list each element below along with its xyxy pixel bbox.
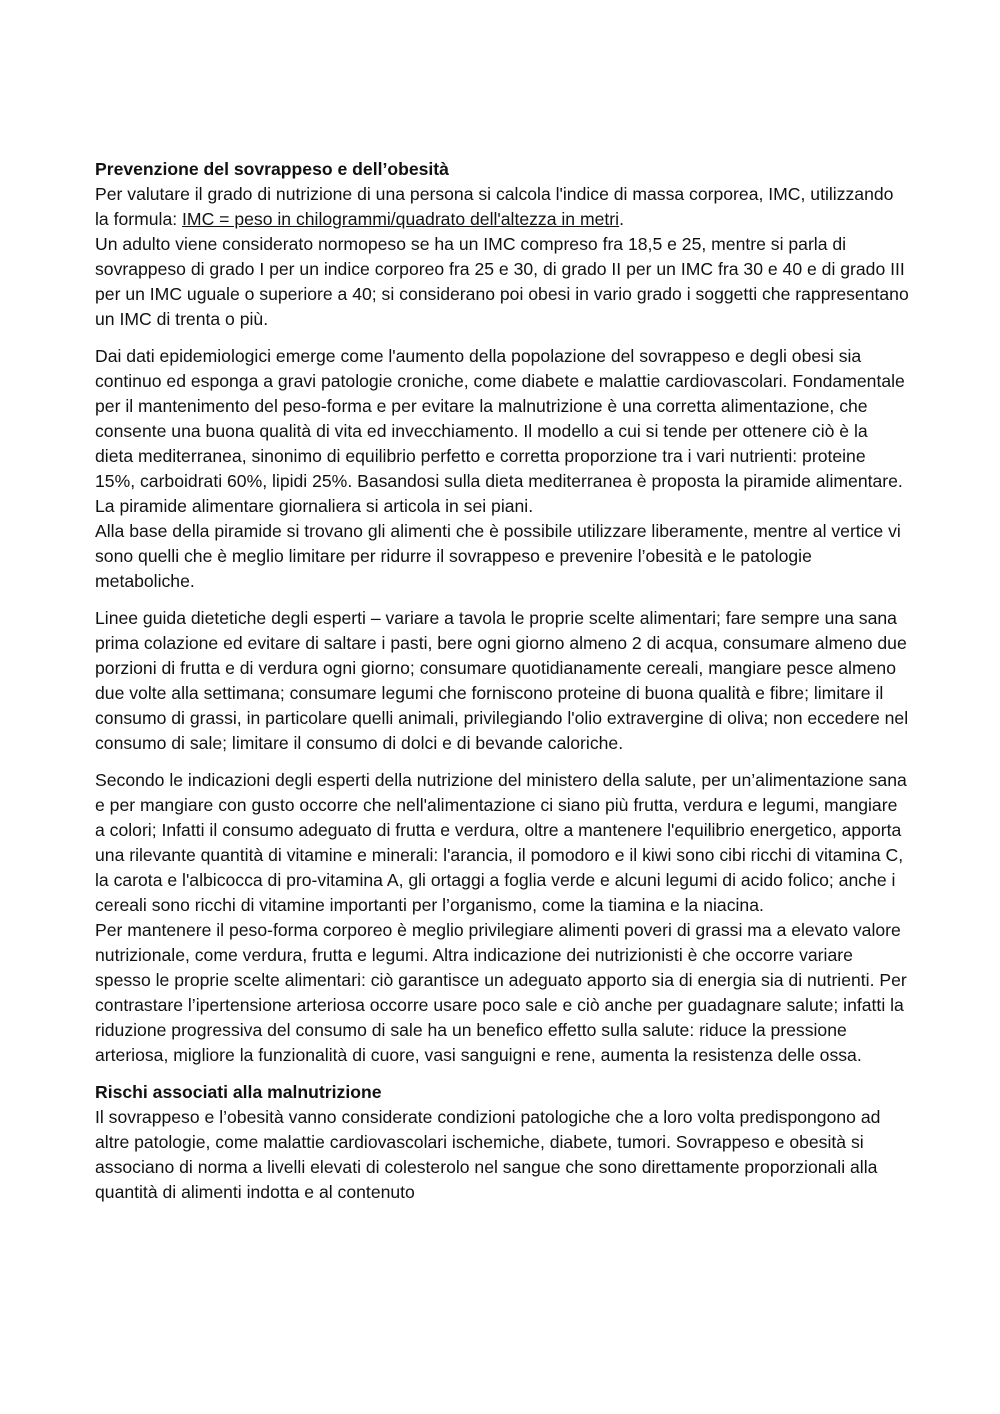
paragraph-risks: Il sovrappeso e l’obesità vanno considerate condizioni patologiche che a loro volta predispongono ad altre patologie, come malattie cardiovascolari ischemiche, diabete, tumori. Sovrappeso e obesità si associano di norma a livelli elevati di colesterolo nel sangue che sono direttamente proporzionali alla quantità di alimenti indotta e al contenuto xyxy=(95,1107,881,1202)
paragraph-epidemiology: Dai dati epidemiologici emerge come l'aumento della popolazione del sovrappeso e degli obesi sia continuo ed esponga a gravi patologie croniche, come diabete e malattie cardiovascolari. Fondamentale per il mantenimento del peso-forma e per evitare la malnutrizione è una corretta alimentazione, che consente una buona qualità di vita ed invecchiamento. Il modello a cui si tende per ottenere ciò è la dieta mediterranea, sinonimo di equilibrio perfetto e corretta proporzione tra i vari nutrienti: proteine 15%, carboidrati 60%, lipidi 25%. Basandosi sulla dieta mediterranea è proposta la piramide alimentare. La piramide alimentare giornaliera si articola in sei piani. xyxy=(95,346,905,516)
paragraph-pyramid: Alla base della piramide si trovano gli alimenti che è possibile utilizzare liberamente, mentre al vertice vi sono quelli che è meglio limitare per ridurre il sovrappeso e prevenire l’obesità e le patologie metaboliche. xyxy=(95,521,901,591)
section-heading-rischi: Rischi associati alla malnutrizione xyxy=(95,1082,382,1102)
imc-intro-text: Per valutare il grado di nutrizione di una persona si calcola l'indice di massa corporea, IMC, utilizzando la formula: xyxy=(95,184,894,229)
paragraph-guidelines: Linee guida dietetiche degli esperti – variare a tavola le proprie scelte alimentari; fare sempre una sana prima colazione ed evitare di saltare i pasti, bere ogni giorno almeno 2 di acqua, consumare almeno due porzioni di frutta e di verdura ogni giorno; consumare quotidianamente cereali, mangiare pesce almeno due volte alla settimana; consumare legumi che forniscono proteine di buona qualità e fibre; limitare il consumo di grassi, in particolare quelli animali, privilegiando l'olio extravergine di oliva; non eccedere nel consumo di sale; limitare il consumo di dolci e di bevande caloriche. xyxy=(95,608,909,753)
imc-formula-period: . xyxy=(619,209,624,229)
paragraph-weight-maintenance: Per mantenere il peso-forma corporeo è meglio privilegiare alimenti poveri di grassi ma a elevato valore nutrizionale, come verdura, frutta e legumi. Altra indicazione dei nutrizionisti è che occorre variare spesso le proprie scelte alimentari: ciò garantisce un adeguato apporto sia di energia sia di nutrienti. Per contrastare l’ipertensione arteriosa occorre usare poco sale e ciò anche per guadagnare salute; infatti la riduzione progressiva del consumo di sale ha un benefico effetto sulla salute: riduce la pressione arteriosa, migliore la funzionalità di cuore, vasi sanguigni e rene, aumenta la resistenza delle ossa. xyxy=(95,920,907,1065)
paragraph-imc-formula xyxy=(95,182,910,232)
document-page xyxy=(95,157,910,1205)
imc-formula: IMC = peso in chilogrammi/quadrato dell'altezza in metri xyxy=(182,209,620,229)
section-heading-prevenzione: Prevenzione del sovrappeso e dell’obesità xyxy=(95,159,449,179)
paragraph-ministry-advice: Secondo le indicazioni degli esperti della nutrizione del ministero della salute, per un’alimentazione sana e per mangiare con gusto occorre che nell'alimentazione ci siano più frutta, verdura e legumi, mangiare a colori; Infatti il consumo adeguato di frutta e verdura, oltre a mantenere l'equilibrio energetico, apporta una rilevante quantità di vitamine e minerali: l'arancia, il pomodoro e il kiwi sono cibi ricchi di vitamina C, la carota e l'albicocca di pro-vitamina A, gli ortaggi a foglia verde e alcuni legumi di acido folico; anche i cereali sono ricchi di vitamine importanti per l’organismo, come la tiamina e la niacina. xyxy=(95,770,907,915)
paragraph-imc-classes: Un adulto viene considerato normopeso se ha un IMC compreso fra 18,5 e 25, mentre si parla di sovrappeso di grado I per un indice corporeo fra 25 e 30, di grado II per un IMC fra 30 e 40 e di grado III per un IMC uguale o superiore a 40; si considerano poi obesi in vario grado i soggetti che rappresentano un IMC di trenta o più. xyxy=(95,234,909,329)
